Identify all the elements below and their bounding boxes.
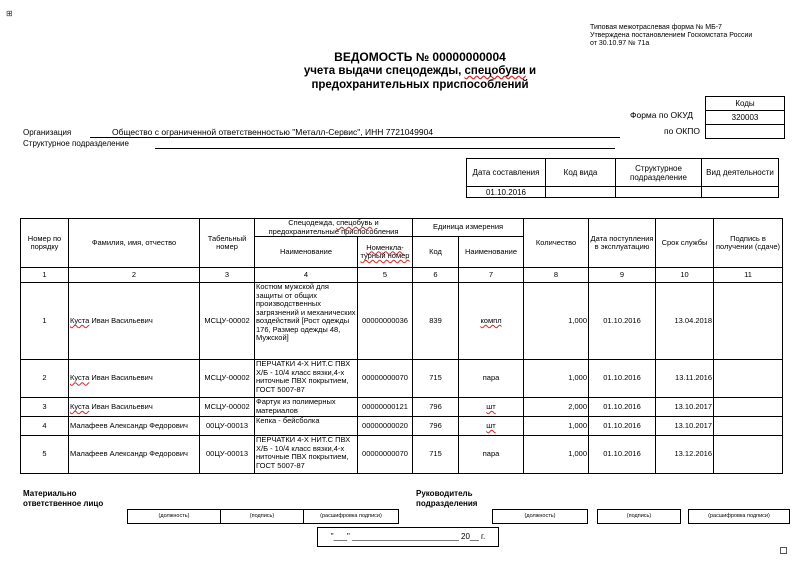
form-note-line3: от 30.10.97 № 71а	[590, 40, 650, 47]
row-nomen: 00000000036	[358, 283, 413, 360]
title-line1: ВЕДОМОСТЬ № 00000000004	[334, 50, 506, 64]
responsible-position-field[interactable]: (должность)	[127, 509, 221, 524]
row-item: ПЕРЧАТКИ 4-Х НИТ.С ПВХ Х/Б - 10/4 класс вязки,4-х ниточные ПВХ покрытием, ГОСТ 5007-87	[255, 360, 358, 398]
header-group	[255, 219, 413, 237]
meta-table	[466, 158, 779, 198]
row-sign[interactable]	[714, 360, 783, 398]
row-item: Кепка - бейсболка	[255, 417, 358, 436]
row-qty: 1,000	[524, 360, 589, 398]
organization-underline	[90, 137, 620, 138]
issue-table	[20, 218, 783, 474]
header-num: Номер по порядку	[21, 219, 69, 268]
row-tab: 00ЦУ-00013	[200, 436, 255, 474]
date-header: Дата составления	[467, 159, 546, 187]
col-number: 11	[714, 268, 783, 283]
row-tab: МСЦУ-00002	[200, 283, 255, 360]
head-label	[416, 489, 477, 509]
row-code: 839	[413, 283, 459, 360]
row-tab: 00ЦУ-00013	[200, 417, 255, 436]
title-line2-spellcheck: спецобуви	[464, 65, 526, 77]
okud-label: Форма по ОКУД	[630, 110, 693, 120]
header-tab: Табельный номер	[200, 219, 255, 268]
okpo-value[interactable]	[706, 125, 784, 138]
head-decoding-field[interactable]: (расшифровка подписи)	[688, 509, 790, 524]
row-fio: Малафеев Александр Федорович	[69, 436, 200, 474]
table-row[interactable]	[21, 398, 783, 417]
row-unit	[459, 283, 524, 360]
head-signature-field[interactable]: (подпись)	[597, 509, 681, 524]
col-number: 6	[413, 268, 459, 283]
row-term: 13.10.2017	[656, 417, 714, 436]
col-number: 10	[656, 268, 714, 283]
form-note	[590, 24, 795, 48]
col-number: 5	[358, 268, 413, 283]
row-item: ПЕРЧАТКИ 4-Х НИТ.С ПВХ Х/Б - 10/4 класс вязки,4-х ниточные ПВХ покрытием, ГОСТ 5007-87	[255, 436, 358, 474]
row-nomen: 00000000070	[358, 360, 413, 398]
col-number: 8	[524, 268, 589, 283]
struct-value[interactable]	[616, 187, 702, 198]
row-date: 01.10.2016	[589, 436, 656, 474]
row-term: 13.12.2016	[656, 436, 714, 474]
title-line2-part: учета выдачи спецодежды,	[303, 65, 465, 77]
head-position-field[interactable]: (должность)	[492, 509, 588, 524]
row-num: 4	[21, 417, 69, 436]
row-num: 3	[21, 398, 69, 417]
row-term: 13.10.2017	[656, 398, 714, 417]
col-number: 3	[200, 268, 255, 283]
row-fio-rest: Иван Васильевич	[89, 401, 153, 411]
row-fio	[69, 283, 200, 360]
header-date-use: Дата поступления в эксплуатацию	[589, 219, 656, 268]
form-note-line1: Типовая межотраслевая форма № МБ-7	[590, 24, 722, 31]
responsible-signature-field[interactable]: (подпись)	[220, 509, 304, 524]
activity-value[interactable]	[702, 187, 779, 198]
struct-unit-underline	[155, 148, 615, 149]
row-unit: пара	[459, 360, 524, 398]
row-fio-surname: Куста	[70, 401, 90, 411]
row-num: 1	[21, 283, 69, 360]
header-term: Срок службы	[656, 219, 714, 268]
header-qty: Количество	[524, 219, 589, 268]
date-value[interactable]: 01.10.2016	[467, 187, 546, 198]
row-item: Фартук из полимерных материалов	[255, 398, 358, 417]
row-fio: Малафеев Александр Федорович	[69, 417, 200, 436]
responsible-label-line2: ответственное лицо	[23, 499, 104, 508]
date-line-field[interactable]: "___" ________________________ 20__ г.	[317, 527, 499, 547]
row-item: Костюм мужской для защиты от общих производственных загрязнений и механических воздействий [Рост одежды 176, Размер одежды 48, Мужской]	[255, 283, 358, 360]
row-qty: 1,000	[524, 436, 589, 474]
document-title	[250, 50, 590, 92]
row-unit	[459, 398, 524, 417]
row-fio-rest: Иван Васильевич	[89, 373, 153, 383]
row-unit-text: компл	[480, 315, 502, 325]
row-tab: МСЦУ-00002	[200, 360, 255, 398]
row-qty: 2,000	[524, 398, 589, 417]
row-code: 715	[413, 360, 459, 398]
row-sign[interactable]	[714, 398, 783, 417]
header-unit-code: Код	[413, 237, 459, 268]
responsible-label-line1: Материально	[23, 489, 77, 498]
table-row[interactable]	[21, 360, 783, 398]
codes-box	[705, 96, 785, 139]
row-tab: МСЦУ-00002	[200, 398, 255, 417]
row-fio-surname: Куста	[70, 315, 90, 325]
row-term: 13.11.2016	[656, 360, 714, 398]
codes-header: Коды	[706, 97, 784, 111]
row-unit: пара	[459, 436, 524, 474]
okpo-label: по ОКПО	[664, 126, 700, 136]
header-sign: Подпись в получении (сдаче)	[714, 219, 783, 268]
row-nomen: 00000000121	[358, 398, 413, 417]
organization-label: Организация	[23, 128, 72, 137]
row-date: 01.10.2016	[589, 283, 656, 360]
header-name: Фамилия, имя, отчество	[69, 219, 200, 268]
struct-header: Структурное подразделение	[616, 159, 702, 187]
row-fio-surname: Куста	[70, 373, 90, 383]
organization-value[interactable]: Общество с ограниченной ответственностью "Металл-Сервис", ИНН 7721049904	[112, 127, 434, 137]
title-line2-end: и	[525, 65, 537, 77]
row-nomen: 00000000070	[358, 436, 413, 474]
row-num: 2	[21, 360, 69, 398]
kind-header: Код вида	[546, 159, 616, 187]
col-number: 9	[589, 268, 656, 283]
responsible-person-label	[23, 489, 103, 509]
activity-header: Вид деятельности	[702, 159, 779, 187]
row-date: 01.10.2016	[589, 360, 656, 398]
row-unit-text: шт	[486, 420, 496, 430]
row-num: 5	[21, 436, 69, 474]
header-item-name: Наименование	[255, 237, 358, 268]
struct-unit-label: Структурное подразделение	[23, 139, 129, 148]
row-unit	[459, 417, 524, 436]
row-date: 01.10.2016	[589, 417, 656, 436]
row-code: 715	[413, 436, 459, 474]
header-unit-group: Единица измерения	[413, 219, 524, 237]
col-number: 1	[21, 268, 69, 283]
title-line3: предохранительных приспособлений	[311, 79, 529, 91]
table-row[interactable]	[21, 417, 783, 436]
row-fio	[69, 360, 200, 398]
row-qty: 1,000	[524, 283, 589, 360]
resize-handle-icon[interactable]	[780, 547, 787, 554]
row-term: 13.04.2018	[656, 283, 714, 360]
header-nomen-text: Номенкла-турный номер	[360, 242, 410, 260]
responsible-decoding-field[interactable]: (расшифровка подписи)	[303, 509, 399, 524]
row-date: 01.10.2016	[589, 398, 656, 417]
okud-value[interactable]: 320003	[706, 111, 784, 125]
row-nomen: 00000000020	[358, 417, 413, 436]
header-group-end: и предохранительные приспособления	[268, 218, 399, 236]
row-sign[interactable]	[714, 283, 783, 360]
title-line2	[250, 64, 590, 78]
row-sign[interactable]	[714, 417, 783, 436]
header-unit-name: Наименование	[459, 237, 524, 268]
header-group-spellcheck: спецобувь	[336, 218, 373, 227]
form-note-line2: Утверждена постановлением Госкомстата России	[590, 32, 753, 39]
col-number: 4	[255, 268, 358, 283]
table-row[interactable]	[21, 283, 783, 360]
row-fio-rest: Иван Васильевич	[89, 315, 153, 325]
header-group-part: Спецодежда,	[288, 218, 337, 227]
row-code: 796	[413, 398, 459, 417]
table-row[interactable]	[21, 436, 783, 474]
expand-icon[interactable]: ⊞	[6, 9, 13, 18]
col-number: 7	[459, 268, 524, 283]
head-label-line2: подразделения	[416, 499, 478, 508]
row-code: 796	[413, 417, 459, 436]
row-qty: 1,000	[524, 417, 589, 436]
row-unit-text: шт	[486, 401, 496, 411]
header-nomen	[358, 237, 413, 268]
column-numbers-row	[21, 268, 783, 283]
row-fio	[69, 398, 200, 417]
col-number: 2	[69, 268, 200, 283]
kind-value[interactable]	[546, 187, 616, 198]
head-label-line1: Руководитель	[416, 489, 473, 498]
row-sign[interactable]	[714, 436, 783, 474]
